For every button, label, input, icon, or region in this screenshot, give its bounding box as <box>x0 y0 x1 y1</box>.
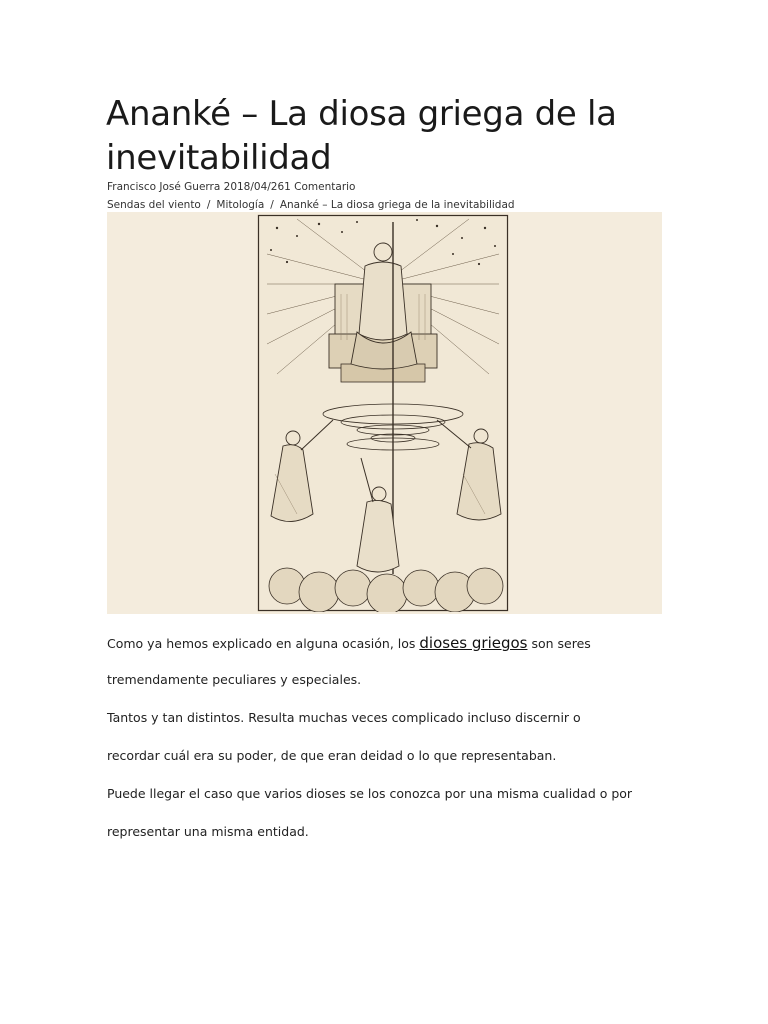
paragraph-2-line-2: recordar cuál era su poder, de que eran deidad o lo que representaban. <box>107 748 557 763</box>
breadcrumb-separator: / <box>206 199 211 211</box>
paragraph-1-line-2: tremendamente peculiares y especiales. <box>107 672 362 687</box>
paragraph-text: son seres <box>527 636 591 651</box>
post-meta: Francisco José Guerra 2018/04/261 Comentario <box>107 181 356 193</box>
paragraph-text: Como ya hemos explicado en alguna ocasión, los <box>107 636 420 651</box>
article-body <box>107 630 677 859</box>
paragraph-3-line-1: Puede llegar el caso que varios dioses se los conozca por una misma cualidad o por <box>107 786 633 801</box>
paragraph-3-line-2: representar una misma entidad. <box>107 824 309 839</box>
dioses-griegos-link[interactable]: dioses griegos <box>419 634 528 652</box>
page-title: Ananké – La diosa griega de la inevitabilidad <box>106 94 617 178</box>
ananke-engraving-image <box>257 214 509 612</box>
breadcrumb <box>107 198 515 212</box>
paragraph-2-line-1: Tantos y tan distintos. Resulta muchas veces complicado incluso discernir o <box>107 710 581 725</box>
breadcrumb-separator: / <box>270 199 274 211</box>
breadcrumb-item-current: Ananké – La diosa griega de la inevitabilidad <box>279 199 515 211</box>
paragraph-1-line-1 <box>107 630 677 669</box>
breadcrumb-item-mitologia[interactable]: Mitología <box>216 199 265 211</box>
breadcrumb-item-sendas[interactable]: Sendas del viento <box>107 199 201 211</box>
article-figure <box>107 212 662 614</box>
